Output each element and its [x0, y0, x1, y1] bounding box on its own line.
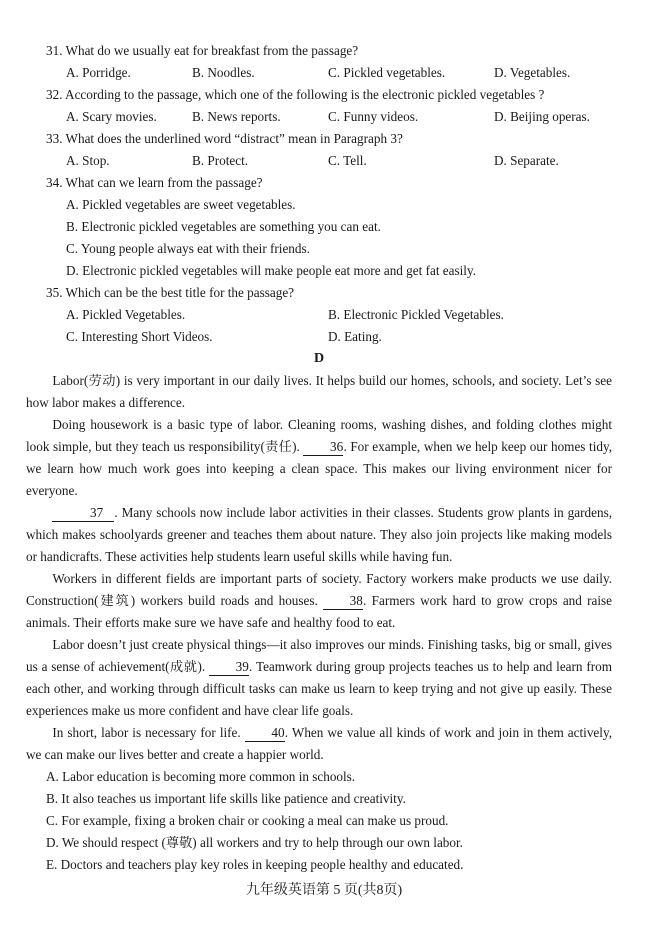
question-32-options: [26, 106, 612, 128]
option: D. Vegetables.: [494, 65, 571, 80]
section-title: D: [313, 351, 325, 366]
blank-37: 37: [52, 505, 114, 522]
blank-38: 38: [323, 593, 363, 610]
option: D. Beijing operas.: [494, 109, 590, 124]
paragraph-text: . Many schools now include labor activities in their classes. Students grow plants in gardens, which makes schoolyards greener and teaches them about nature. They also join projects like making models or handicrafts. These activities help students learn useful skills while having fun.: [26, 505, 612, 564]
option: B. Protect.: [192, 153, 249, 168]
question-31-options: [26, 62, 612, 84]
passage-paragraph-1: Labor(劳动) is very important in our daily lives. It helps build our homes, schools, and society. Let’s see how labor makes a difference.: [26, 373, 612, 410]
blank-36: 36: [303, 439, 343, 456]
choice-c: C. For example, fixing a broken chair or cooking a meal can make us proud.: [46, 813, 449, 828]
option: A. Stop.: [66, 153, 110, 168]
question-35-options-row2: [26, 326, 612, 348]
option: A. Scary movies.: [66, 109, 157, 124]
choice-a: A. Labor education is becoming more common in schools.: [46, 769, 356, 784]
option: B. News reports.: [192, 109, 281, 124]
option: C. Interesting Short Videos.: [66, 329, 213, 344]
page-footer: 九年级英语第 5 页(共8页): [245, 883, 403, 898]
choice-e: E. Doctors and teachers play key roles in keeping people healthy and educated.: [46, 857, 464, 872]
question-35-stem: 35. Which can be the best title for the passage?: [46, 285, 295, 300]
question-33-stem: 33. What does the underlined word “distract” mean in Paragraph 3?: [46, 131, 403, 146]
passage-paragraph-6: [26, 722, 612, 766]
option: D. Eating.: [328, 329, 382, 344]
paragraph-text: . Teamwork during group projects teaches us to help and learn from each other, and working through difficult tasks can make us learn to keep trying and not give up easily. These experiences make us more confident and have clear life goals.: [26, 659, 612, 718]
choice-d: D. We should respect (尊敬) all workers and try to help through our own labor.: [46, 835, 463, 850]
page-content: [26, 40, 612, 876]
option: D. Electronic pickled vegetables will make people eat more and get fat easily.: [66, 263, 476, 278]
question-33-options: [26, 150, 612, 172]
paragraph-text: . For example, when we help keep our homes tidy, we learn how much work goes into keeping a clean space. This makes our living environment nicer for everyone.: [26, 439, 612, 498]
option: C. Tell.: [328, 153, 367, 168]
option: C. Pickled vegetables.: [328, 65, 446, 80]
option: A. Pickled Vegetables.: [66, 307, 186, 322]
passage-paragraph-3: [26, 502, 612, 568]
option: A. Porridge.: [66, 65, 131, 80]
paragraph-text: In short, labor is necessary for life.: [52, 725, 245, 740]
question-32-stem: 32. According to the passage, which one of the following is the electronic pickled vegetables ?: [46, 87, 545, 102]
option: C. Funny videos.: [328, 109, 419, 124]
question-35-options-row1: [26, 304, 612, 326]
paragraph-text: Doing housework is a basic type of labor. Cleaning rooms, washing dishes, and folding clothes might look simple, but they teach us responsibility(责任).: [26, 417, 612, 454]
paragraph-text: . When we value all kinds of work and join in them actively, we can make our lives better and create a happier world.: [26, 725, 612, 762]
passage-paragraph-2: [26, 414, 612, 502]
option: C. Young people always eat with their friends.: [66, 241, 310, 256]
question-34-stem: 34. What can we learn from the passage?: [46, 175, 263, 190]
blank-39: 39: [209, 659, 249, 676]
question-31-stem: 31. What do we usually eat for breakfast from the passage?: [46, 43, 359, 58]
option: A. Pickled vegetables are sweet vegetables.: [66, 197, 296, 212]
option: D. Separate.: [494, 153, 559, 168]
option: B. Electronic pickled vegetables are something you can eat.: [66, 219, 381, 234]
passage-paragraph-5: [26, 634, 612, 722]
paragraph-text: . Farmers work hard to grow crops and raise animals. Their efforts make sure we have safe and healthy food to eat.: [26, 593, 613, 630]
passage-paragraph-4: [26, 568, 612, 634]
choice-b: B. It also teaches us important life skills like patience and creativity.: [46, 791, 406, 806]
option: B. Electronic Pickled Vegetables.: [328, 307, 504, 322]
paragraph-text: Workers in different fields are important parts of society. Factory workers make products we use daily. Construction(建筑) workers build roads and houses.: [26, 571, 612, 608]
blank-40: 40: [245, 725, 285, 742]
paragraph-text: Labor doesn’t just create physical things—it also improves our minds. Finishing tasks, big or small, gives us a sense of achievement(成就).: [26, 637, 612, 674]
option: B. Noodles.: [192, 65, 255, 80]
